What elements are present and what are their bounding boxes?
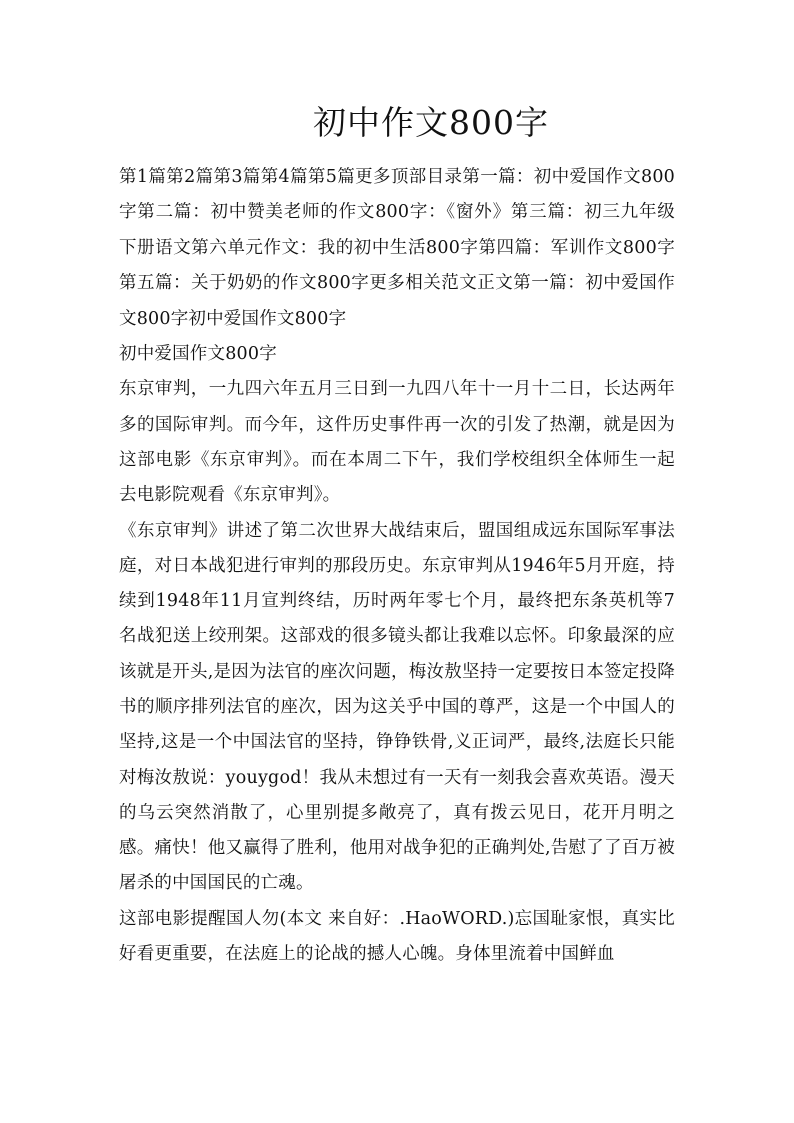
- body-paragraph-2: 《东京审判》讲述了第二次世界大战结束后，盟国组成远东国际军事法庭，对日本战犯进行审判的那段历史。东京审判从1946年5月开庭，持续到1948年11月宣判终结，历时两年零七个月，最终把东条英机等7名战犯送上绞刑架。这部戏的很多镜头都让我难以忘怀。印象最深的应该就是开头,是因为法官的座次问题，梅汝敖坚持一定要按日本签定投降书的顺序排列法官的座次，因为这关乎中国的尊严，这是一个中国人的坚持,这是一个中国法官的坚持，铮铮铁骨,义正词严，最终,法庭长只能对梅汝敖说：youygod！我从未想过有一天有一刻我会喜欢英语。漫天的乌云突然消散了，心里别提多敞亮了，真有拨云见日，花开月明之感。痛快！他又赢得了胜利，他用对战争犯的正确判处,告慰了了百万被屠杀的中国国民的亡魂。: [119, 520, 675, 894]
- essay-subheading: 初中爱国作文800字: [119, 344, 277, 365]
- body-paragraph-3: 这部电影提醒国人勿(本文 来自好：.HaoWORD.)忘国耻家恨，真实比好看更重要，在法庭上的论战的撼人心魄。身体里流着中国鲜血: [119, 908, 675, 965]
- document-body: [119, 160, 675, 972]
- body-paragraph-1: 东京审判，一九四六年五月三日到一九四八年十一月十二日，长达两年多的国际审判。而今年，这件历史事件再一次的引发了热潮，就是因为这部电影《东京审判》。而在本周二下午，我们学校组织全体师生一起去电影院观看《东京审判》。: [119, 379, 675, 506]
- document-title: 初中作文800字: [313, 103, 549, 142]
- toc-paragraph: 第1篇第2篇第3篇第4篇第5篇更多顶部目录第一篇：初中爱国作文800字第二篇：初中赞美老师的作文800字：《窗外》第三篇：初三九年级下册语文第六单元作文：我的初中生活800字第四篇：军训作文800字第五篇：关于奶奶的作文800字更多相关范文正文第一篇：初中爱国作文800字初中爱国作文800字: [119, 167, 675, 329]
